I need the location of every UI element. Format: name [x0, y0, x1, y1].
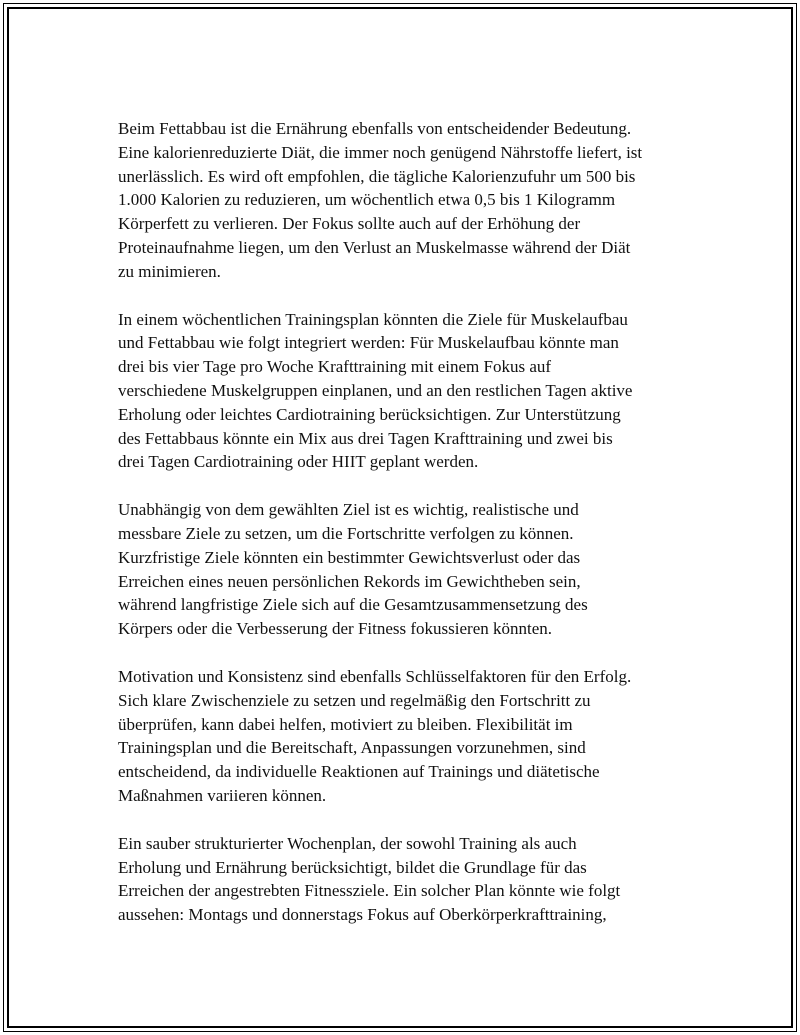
text-line: des Fettabbaus könnte ein Mix aus drei Tagen Krafttraining und zwei bis	[118, 428, 613, 448]
text-line: Beim Fettabbau ist die Ernährung ebenfalls von entscheidender Bedeutung.	[118, 119, 632, 138]
text-line: Sich klare Zwischenziele zu setzen und regelmäßig den Fortschritt zu	[118, 690, 591, 710]
text-line: Trainingsplan und die Bereitschaft, Anpassungen vorzunehmen, sind	[118, 738, 586, 758]
paragraph-motivation	[118, 665, 698, 808]
text-line: zu minimieren.	[118, 261, 221, 281]
text-line: Erholung und Ernährung berücksichtigt, bildet die Grundlage für das	[118, 857, 587, 877]
text-line: In einem wöchentlichen Trainingsplan könnten die Ziele für Muskelaufbau	[118, 309, 628, 329]
text-line: Erreichen der angestrebten Fitnessziele. Ein solcher Plan könnte wie folgt	[118, 881, 621, 901]
document-body	[118, 117, 698, 951]
text-line: drei Tagen Cardiotraining oder HIIT geplant werden.	[118, 452, 479, 472]
paragraph-nutrition	[118, 117, 698, 284]
text-line: Ein sauber strukturierter Wochenplan, der sowohl Training als auch	[118, 833, 577, 853]
text-line: Maßnahmen variieren können.	[118, 785, 327, 805]
text-line: Erholung oder leichtes Cardiotraining berücksichtigen. Zur Unterstützung	[118, 404, 621, 424]
text-line: Kurzfristige Ziele könnten ein bestimmter Gewichtsverlust oder das	[118, 547, 581, 567]
text-line: Körperfett zu verlieren. Der Fokus sollte auch auf der Erhöhung der	[118, 214, 581, 234]
text-line: aussehen: Montags und donnerstags Fokus auf Oberkörperkrafttraining,	[118, 905, 607, 925]
text-line: Proteinaufnahme liegen, um den Verlust an Muskelmasse während der Diät	[118, 237, 631, 257]
text-line: entscheidend, da individuelle Reaktionen auf Trainings und diätetische	[118, 762, 600, 782]
text-line: 1.000 Kalorien zu reduzieren, um wöchentlich etwa 0,5 bis 1 Kilogramm	[118, 190, 616, 210]
paragraph-weekly-plan	[118, 832, 698, 927]
text-line: überprüfen, kann dabei helfen, motiviert zu bleiben. Flexibilität im	[118, 714, 573, 734]
paragraph-training-plan	[118, 308, 698, 475]
text-line: Unabhängig von dem gewählten Ziel ist es wichtig, realistische und	[118, 500, 579, 520]
text-line: unerlässlich. Es wird oft empfohlen, die tägliche Kalorienzufuhr um 500 bis	[118, 166, 636, 186]
text-line: drei bis vier Tage pro Woche Krafttraining mit einem Fokus auf	[118, 357, 552, 377]
text-line: während langfristige Ziele sich auf die Gesamtzusammensetzung des	[118, 595, 588, 615]
text-line: messbare Ziele zu setzen, um die Fortschritte verfolgen zu können.	[118, 523, 574, 543]
text-line: und Fettabbau wie folgt integriert werden: Für Muskelaufbau könnte man	[118, 333, 619, 353]
text-line: Motivation und Konsistenz sind ebenfalls Schlüsselfaktoren für den Erfolg.	[118, 666, 632, 686]
text-line: verschiedene Muskelgruppen einplanen, und an den restlichen Tagen aktive	[118, 380, 633, 400]
text-line: Körpers oder die Verbesserung der Fitness fokussieren könnten.	[118, 619, 553, 639]
paragraph-goals	[118, 498, 698, 641]
text-line: Eine kalorienreduzierte Diät, die immer noch genügend Nährstoffe liefert, ist	[118, 142, 643, 162]
text-line: Erreichen eines neuen persönlichen Rekords im Gewichtheben sein,	[118, 571, 581, 591]
